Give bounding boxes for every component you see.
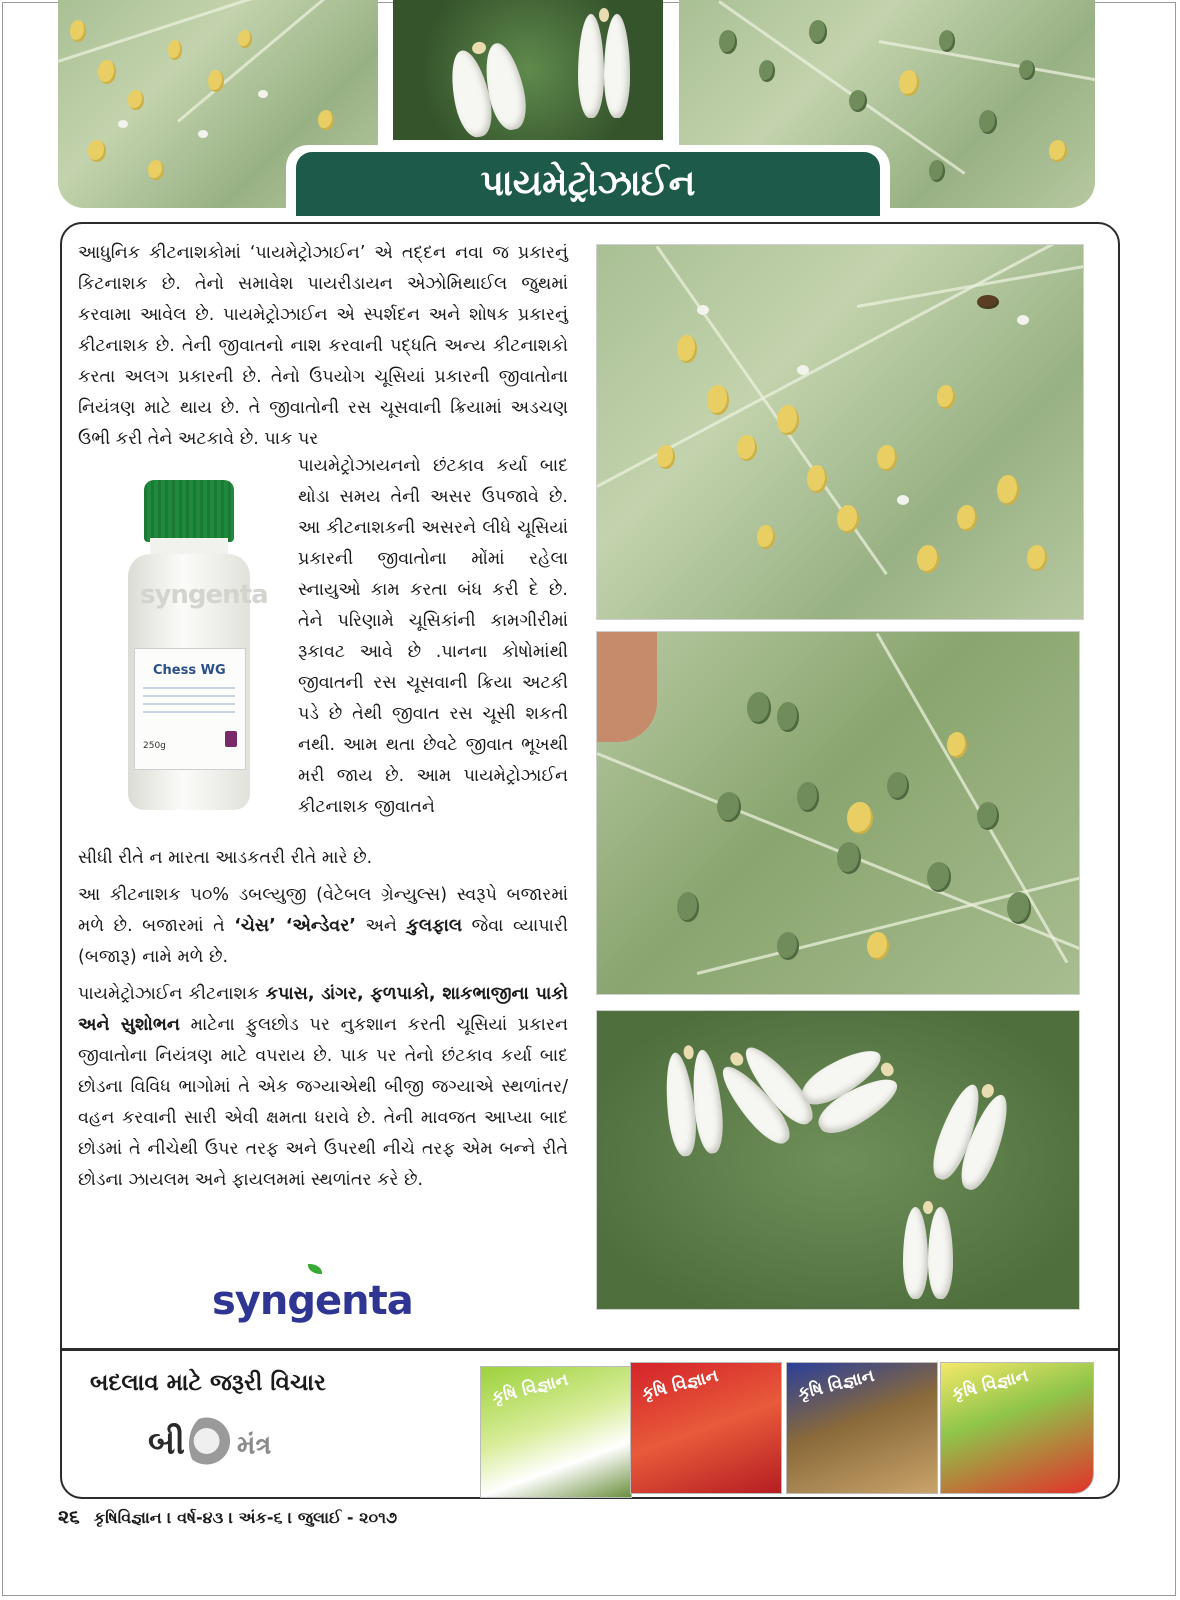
article-paragraph-1-wrap: પાયમેટ્રોઝાયનનો છંટકાવ કર્યા બાદ થોડા સમય તેની અસર ઉપજાવે છે. આ કીટનાશકની અસરને લીધે ચૂસિયાં પ્રકારની જીવાતોના મોંમાં રહેલા સ્નાયુઓ કામ કરતા બંધ કરી દે છે. તેને પરિણામે ચૂસિકાંની કામગીરીમાં રૂકાવટ આવે છે .પાનના કોષોમાંથી જીવાતની રસ ચૂસવાની ક્રિયા અટકી પડે છે તેથી જીવાત રસ ચૂસી શકતી નથી. આમ થતા છેવટે જીવાત ભૂખથી મરી જાય છે. આમ પાયમેટ્રોઝાઈન કીટનાશક જીવાતને [298, 456, 568, 817]
page-title: પાયમેટ્રોઝાઈન [296, 152, 880, 216]
magazine-cover-2 [630, 1362, 782, 1494]
crop-list: કપાસ, ડાંગર, ફળપાકો, શાકભાજીના પાકો અને સુશોભન [78, 984, 568, 1035]
magazine-title: કૃષિ વિજ્ઞાન [639, 1365, 721, 1405]
chess-wg-bottle-image [128, 480, 268, 810]
bottle-label [134, 648, 246, 770]
mantra-text: મંત્ર [237, 1430, 272, 1461]
article-paragraph-1-end: સીધી રીતે ન મારતા આડકતરી રીતે મારે છે. [78, 848, 373, 868]
paragraph-2-text-a: આ કીટનાશક ૫૦% ડબલ્યુજી (વેટેબલ ગ્રેન્યુલ્સ) સ્વરૂપે બજારમાં મળે છે. બજારમાં તે [78, 885, 568, 936]
aphids-on-leaf-photo [596, 244, 1084, 620]
paragraph-2-text-d: જેવા વ્યાપારી (બજારૂ) નામે મળે છે. [78, 916, 568, 967]
magazine-title: કૃષિ વિજ્ઞાન [795, 1365, 877, 1405]
bottle-brand-text: syngenta [140, 580, 268, 610]
bottle-product-name: Chess WG [153, 663, 226, 678]
magazine-title: કૃષિ વિજ્ઞાન [949, 1365, 1031, 1405]
whiteflies-on-leaf-photo [596, 1010, 1080, 1310]
paragraph-3-text-a: પાયમેટ્રોઝાઈન કીટનાશક [78, 984, 266, 1004]
top-photo-whitefly [393, 0, 663, 140]
bottle-cap [144, 480, 234, 542]
article-paragraph-1: આધુનિક કીટનાશકોમાં ‘પાયમેટ્રોઝાઈન’ એ તદ્દન નવા જ પ્રકારનું કિટનાશક છે. તેનો સમાવેશ પાયરીડાયન એઝોમિથાઈલ જુથમાં કરવામા આવેલ છે. પાયમેટ્રોઝાઈન એ સ્પર્શદન અને શોષક પ્રકારનું કીટનાશક છે. તેની જીવાતનો નાશ કરવાની પદ્ધતિ અન્ય કીટનાશકો કરતા અલગ પ્રકારની છે. તેનો ઉપયોગ ચૂસિયાં પ્રકારની જીવાતોના નિયંત્રણ માટે થાય છે. તે જીવાતોની રસ ચૂસવાની ક્રિયામાં અડચણ ઉભી કરી તેને અટકાવે છે. પાક પર [78, 243, 568, 449]
magazine-title: કૃષિ વિજ્ઞાન [489, 1369, 571, 1409]
bi-text: બી [148, 1422, 186, 1463]
green-aphid-colony-photo [596, 631, 1080, 995]
paragraph-2-text-c: અને [355, 916, 407, 936]
magazine-cover-1 [480, 1366, 632, 1498]
article-paragraph-3 [78, 979, 568, 1196]
bottle-weight: 250g [143, 741, 166, 751]
paragraph-3-text-c: માટેના ફુલછોડ પર નુકશાન કરતી ચૂસિયાં પ્રકારન જીવાતોના નિયંત્રણ માટે વપરાય છે. પાક પર તેનો છંટકાવ કર્યા બાદ છોડના વિવિધ ભાગોમાં તે એક જગ્યાએથી બીજી જગ્યાએ સ્થળાંતર/વહન કરવાની સારી એવી ક્ષમતા ધરાવે છે. તેની માવજત આપ્યા બાદ છોડમાં તે નીચેથી ઉપર તરફ અને ઉપરથી નીચે તરફ એમ બન્ને રીતે છોડના ઝાયલમ અને ફાયલમમાં સ્થળાંતર કરે છે. [78, 1015, 568, 1190]
page-number: ૨૬ [58, 1506, 80, 1528]
bi-mantra-logo [148, 1414, 271, 1474]
trade-name-kulfal: કુલફાલ [406, 916, 463, 936]
magazine-cover-3 [786, 1362, 938, 1494]
article-paragraph-2 [78, 880, 568, 973]
magazine-cover-4 [940, 1362, 1094, 1494]
trade-names-chess-endeavor: ‘ચેસ’ ‘એન્ડેવર’ [234, 916, 356, 936]
footer-publication-info: કૃષિવિજ્ઞાન । વર્ષ-૪૩ । અંક-૬ । જુલાઈ - ૨૦૧૭ [93, 1508, 398, 1527]
ad-slogan: બદલાવ માટે જરૂરી વિચાર [90, 1370, 326, 1396]
page-footer [58, 1506, 397, 1528]
syngenta-logo: syngenta [212, 1278, 413, 1324]
seed-icon [189, 1414, 233, 1474]
